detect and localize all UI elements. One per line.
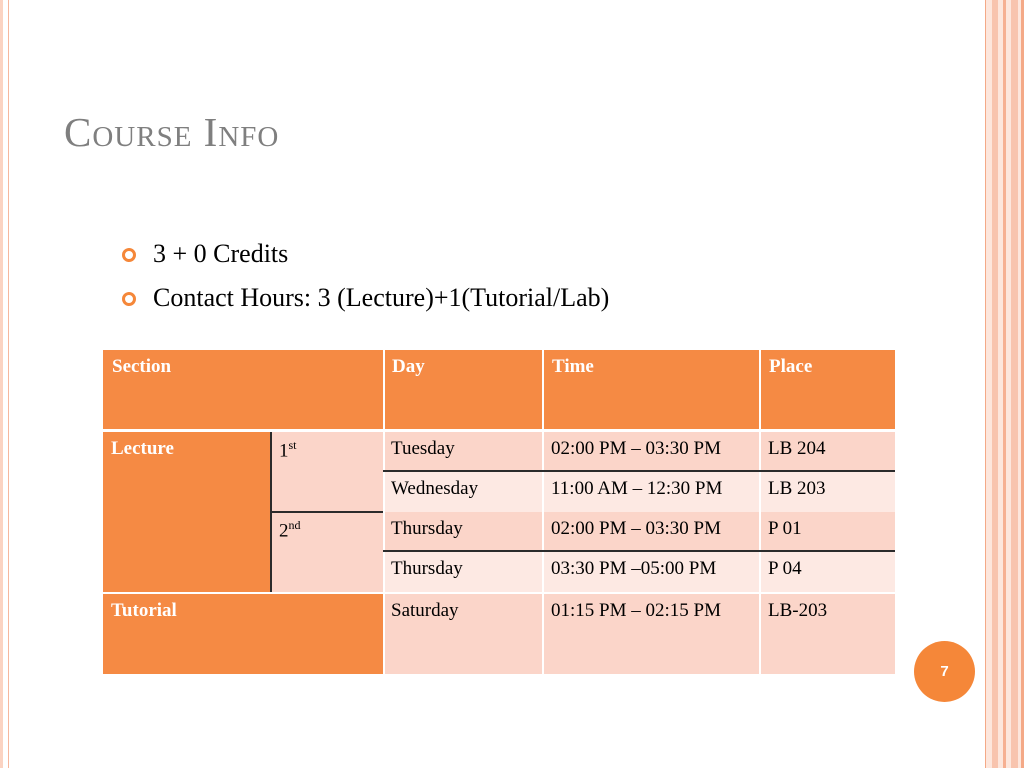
table-cell-day: Saturday — [383, 594, 543, 674]
table-cell-place: P 04 — [760, 552, 895, 592]
right-stripe — [992, 0, 998, 768]
left-stripe-thin — [8, 0, 9, 768]
table-cell-day: Wednesday — [383, 472, 543, 512]
table-cell-place: LB 204 — [760, 432, 895, 472]
cell-border — [383, 470, 895, 472]
bullet-text: Contact Hours: 3 (Lecture)+1(Tutorial/Lab) — [153, 283, 610, 312]
header-section: Section — [103, 350, 383, 430]
left-stripe — [0, 0, 3, 768]
right-stripe — [1003, 0, 1006, 768]
header-divider — [103, 429, 895, 432]
ring-bullet-icon — [122, 292, 136, 306]
table-cell-day: Thursday — [383, 512, 543, 552]
tutorial-label: Tutorial — [103, 594, 383, 674]
header-day: Day — [383, 350, 543, 430]
row-divider — [103, 592, 895, 594]
lecture-label: Lecture — [103, 432, 271, 592]
right-stripe — [985, 0, 986, 768]
table-cell-place: P 01 — [760, 512, 895, 552]
bullet-text: 3 + 0 Credits — [153, 239, 289, 268]
table-cell-time: 01:15 PM – 02:15 PM — [543, 594, 760, 674]
slide-title: Course Info — [64, 109, 280, 155]
table-cell-day: Tuesday — [383, 432, 543, 472]
cell-border — [383, 550, 895, 552]
column-divider — [542, 350, 544, 674]
column-divider — [383, 350, 385, 674]
table-cell-time: 02:00 PM – 03:30 PM — [543, 512, 760, 552]
header-place: Place — [760, 350, 895, 430]
bullet-item — [122, 236, 609, 280]
page-number-badge: 7 — [914, 641, 975, 702]
section-first: 1st — [271, 432, 383, 512]
bullet-item — [122, 280, 609, 324]
bullet-list — [122, 236, 609, 324]
right-stripe — [1011, 0, 1018, 768]
table-cell-place: LB-203 — [760, 594, 895, 674]
section-second: 2nd — [271, 512, 383, 592]
column-divider — [759, 350, 761, 674]
ring-bullet-icon — [122, 248, 136, 262]
table-cell-time: 03:30 PM –05:00 PM — [543, 552, 760, 592]
header-time: Time — [543, 350, 760, 430]
table-cell-time: 02:00 PM – 03:30 PM — [543, 432, 760, 472]
table-cell-time: 11:00 AM – 12:30 PM — [543, 472, 760, 512]
table-cell-place: LB 203 — [760, 472, 895, 512]
table-cell-day: Thursday — [383, 552, 543, 592]
cell-border — [271, 511, 383, 513]
